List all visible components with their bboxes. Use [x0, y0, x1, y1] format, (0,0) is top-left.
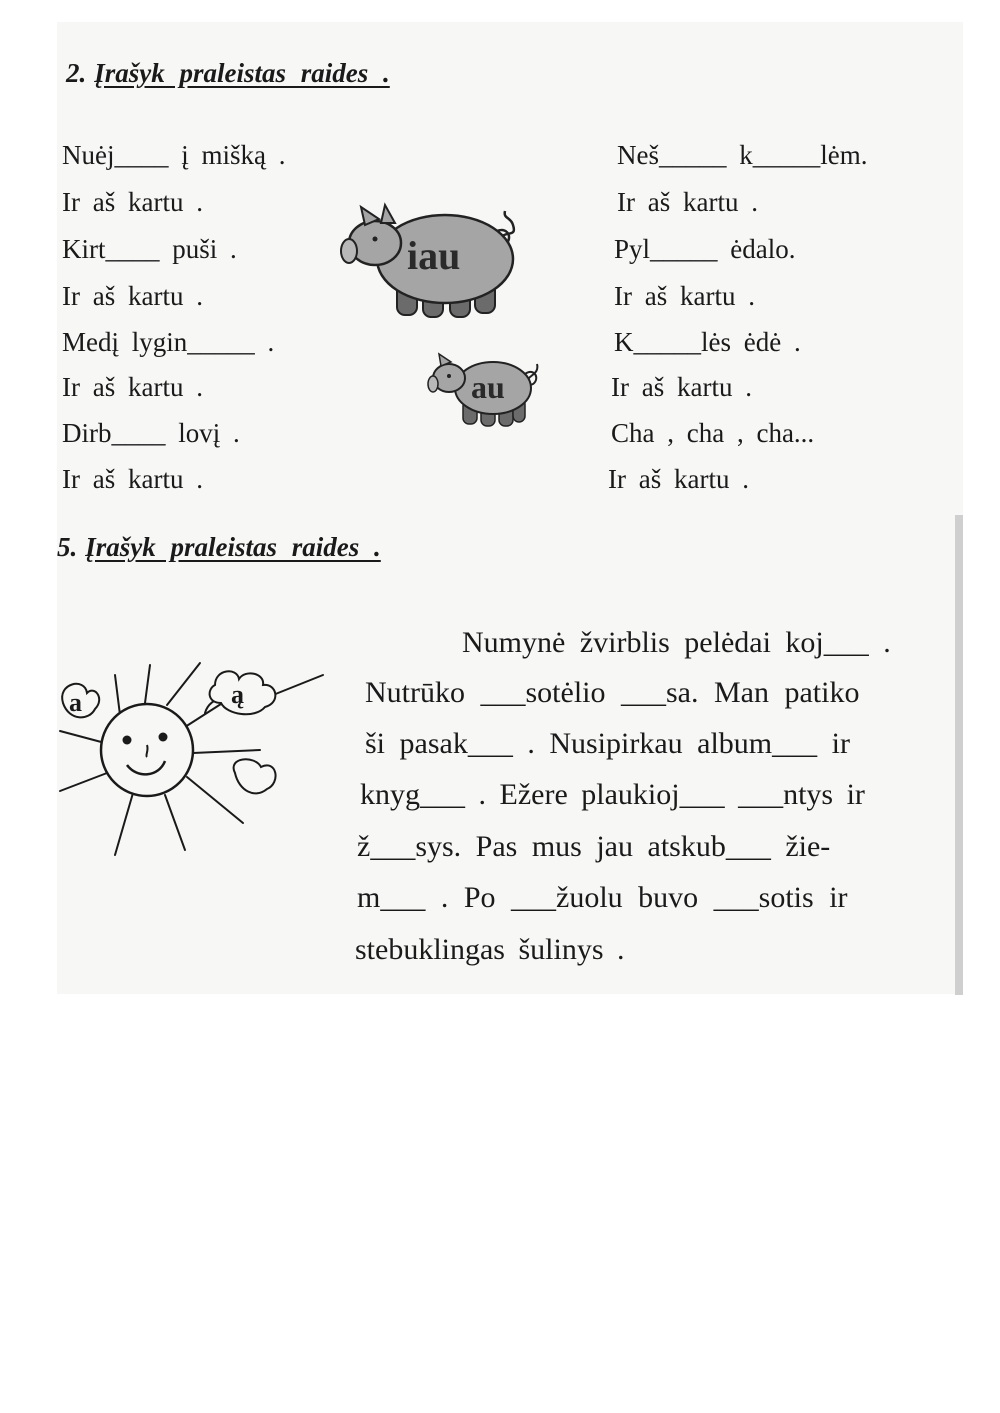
text-line-7: stebuklingas šulinys .	[355, 933, 625, 966]
pig-eye	[373, 237, 378, 242]
right-line-5: K_____lės ėdė .	[614, 327, 801, 357]
text-line-6: m___ . Po ___žuolu buvo ___sotis ir	[357, 881, 848, 914]
sun-nose	[146, 745, 147, 757]
left-line-1: Nuėj____ į mišką .	[62, 140, 286, 170]
left-line-8: Ir aš kartu .	[62, 464, 203, 494]
pig-big-illustration	[335, 195, 530, 330]
right-line-1: Neš_____ k_____lėm.	[617, 140, 868, 170]
text-line-5: ž___sys. Pas mus jau atskub___ žie-	[357, 830, 831, 863]
exercise-5-number: 5.	[57, 532, 78, 562]
sun-illustration	[55, 655, 330, 865]
left-line-3: Kirt____ puši .	[62, 234, 237, 264]
left-line-4: Ir aš kartu .	[62, 281, 203, 311]
pig-small-label: au	[471, 369, 505, 405]
right-line-3: Pyl_____ ėdalo.	[614, 234, 796, 264]
right-line-7: Cha , cha , cha...	[611, 418, 815, 448]
pig-big-label: iau	[407, 233, 461, 278]
page-edge-shadow	[955, 515, 963, 995]
pig-small-illustration	[425, 352, 545, 434]
right-line-8: Ir aš kartu .	[608, 464, 749, 494]
exercise-2-heading	[66, 58, 390, 89]
pig-head	[349, 221, 401, 265]
text-line-4: knyg___ . Ežere plaukioj___ ___ntys ir	[360, 778, 865, 811]
text-line-1: Numynė žvirblis pelėdai koj___ .	[462, 626, 891, 659]
exercise-5-heading	[57, 532, 381, 563]
pig-small-snout	[428, 376, 438, 392]
right-line-6: Ir aš kartu .	[611, 372, 752, 402]
exercise-2-number: 2.	[66, 58, 87, 88]
text-line-3: ši pasak___ . Nusipirkau album___ ir	[365, 727, 850, 760]
left-line-7: Dirb____ lovį .	[62, 418, 240, 448]
left-line-2: Ir aš kartu .	[62, 187, 203, 217]
left-line-6: Ir aš kartu .	[62, 372, 203, 402]
exercise-5-title: Įrašyk praleistas raides .	[85, 532, 381, 562]
exercise-2-title: Įrašyk praleistas raides .	[94, 58, 390, 88]
right-line-4: Ir aš kartu .	[614, 281, 755, 311]
cloud-a-nasal-label: ą	[231, 680, 244, 709]
right-line-2: Ir aš kartu .	[617, 187, 758, 217]
pig-snout	[341, 239, 357, 263]
sun-left-eye	[123, 736, 132, 745]
small-cloud	[234, 759, 276, 793]
sun-right-eye	[159, 733, 168, 742]
text-line-2: Nutrūko ___sotėlio ___sa. Man patiko	[365, 676, 860, 709]
left-line-5: Medį lygin_____ .	[62, 327, 275, 357]
cloud-a-label: a	[69, 688, 82, 717]
